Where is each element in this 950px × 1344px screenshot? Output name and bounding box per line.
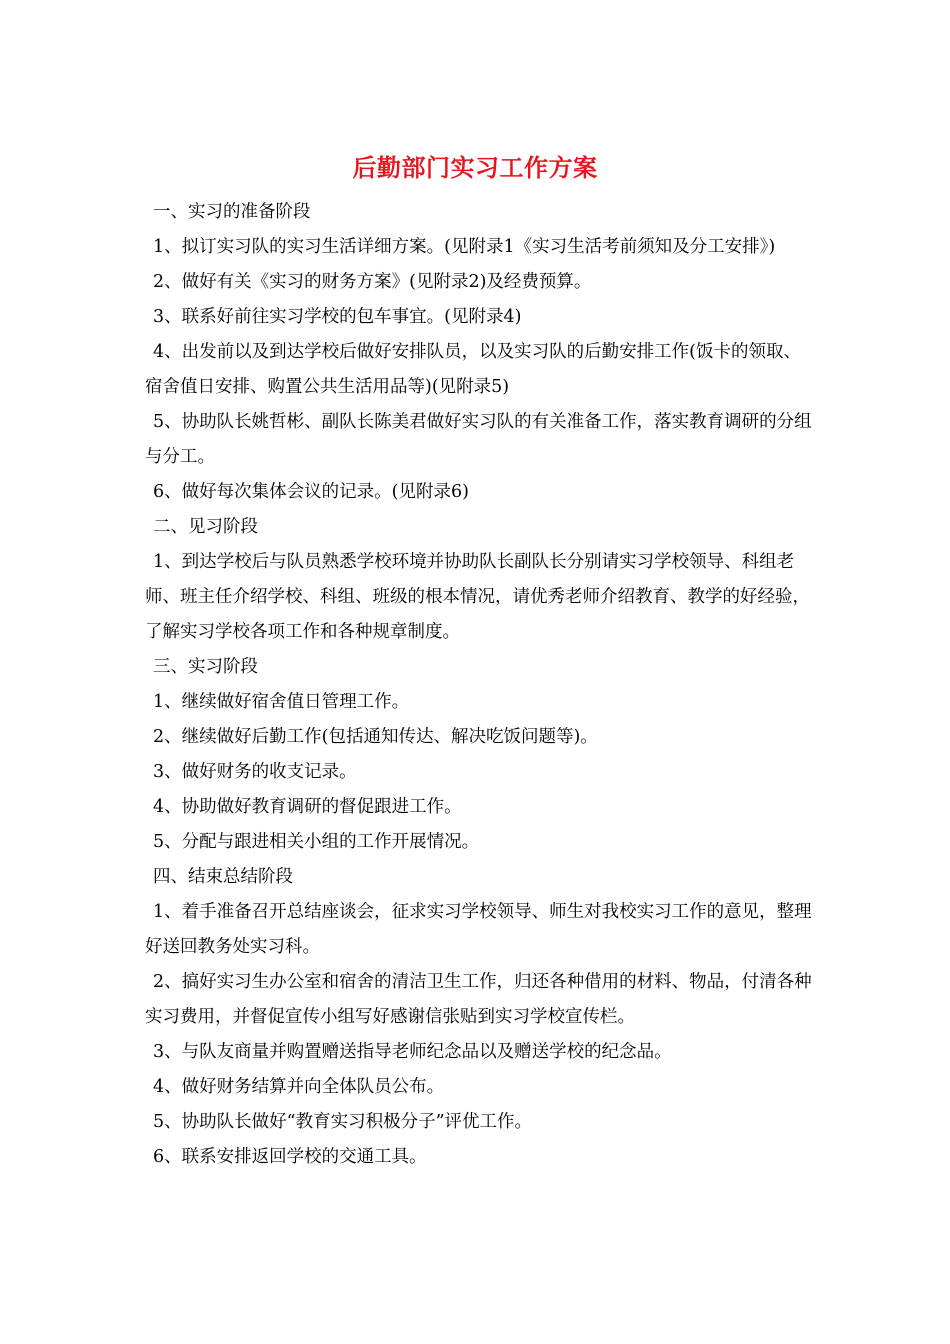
paragraph: 2、搞好实习生办公室和宿舍的清洁卫生工作，归还各种借用的材料、物品，付清各种实习费用，并督促宣传小组写好感谢信张贴到实习学校宣传栏。: [145, 972, 812, 1027]
document-title: 后勤部门实习工作方案: [352, 153, 598, 182]
paragraph: 1、拟订实习队的实习生活详细方案。(见附录1《实习生活考前须知及分工安排》): [153, 237, 776, 257]
paragraph: 2、做好有关《实习的财务方案》(见附录2)及经费预算。: [153, 272, 592, 292]
paragraph: 5、协助队长姚哲彬、副队长陈美君做好实习队的有关准备工作，落实教育调研的分组与分工。: [145, 412, 812, 467]
document-body: [145, 195, 813, 1175]
paragraph: 4、协助做好教育调研的督促跟进工作。: [153, 797, 462, 817]
paragraph: 6、做好每次集体会议的记录。(见附录6): [153, 482, 469, 502]
paragraph: 5、分配与跟进相关小组的工作开展情况。: [153, 832, 480, 852]
paragraph: 4、做好财务结算并向全体队员公布。: [153, 1077, 445, 1097]
section-heading-preparation: 一、实习的准备阶段: [153, 202, 311, 222]
paragraph: 3、与队友商量并购置赠送指导老师纪念品以及赠送学校的纪念品。: [153, 1042, 672, 1062]
paragraph: 1、着手准备召开总结座谈会，征求实习学校领导、师生对我校实习工作的意见，整理好送回教务处实习科。: [145, 902, 812, 957]
paragraph: 3、联系好前往实习学校的包车事宜。(见附录4): [153, 307, 522, 327]
paragraph: 1、到达学校后与队员熟悉学校环境并协助队长副队长分别请实习学校领导、科组老师、班主任介绍学校、科组、班级的根本情况，请优秀老师介绍教育、教学的好经验，了解实习学校各项工作和各种规章制度。: [145, 552, 810, 642]
paragraph: 5、协助队长做好“教育实习积极分子”评优工作。: [153, 1112, 533, 1132]
section-heading-summary: 四、结束总结阶段: [153, 867, 293, 887]
paragraph: 6、联系安排返回学校的交通工具。: [153, 1147, 427, 1167]
paragraph: 3、做好财务的收支记录。: [153, 762, 357, 782]
section-heading-internship: 三、实习阶段: [153, 657, 258, 677]
paragraph: 2、继续做好后勤工作(包括通知传达、解决吃饭问题等)。: [153, 727, 598, 747]
paragraph: 4、出发前以及到达学校后做好安排队员，以及实习队的后勤安排工作(饭卡的领取、宿舍值日安排、购置公共生活用品等)(见附录5): [145, 342, 801, 397]
section-heading-observation: 二、见习阶段: [153, 517, 258, 537]
paragraph: 1、继续做好宿舍值日管理工作。: [153, 692, 410, 712]
